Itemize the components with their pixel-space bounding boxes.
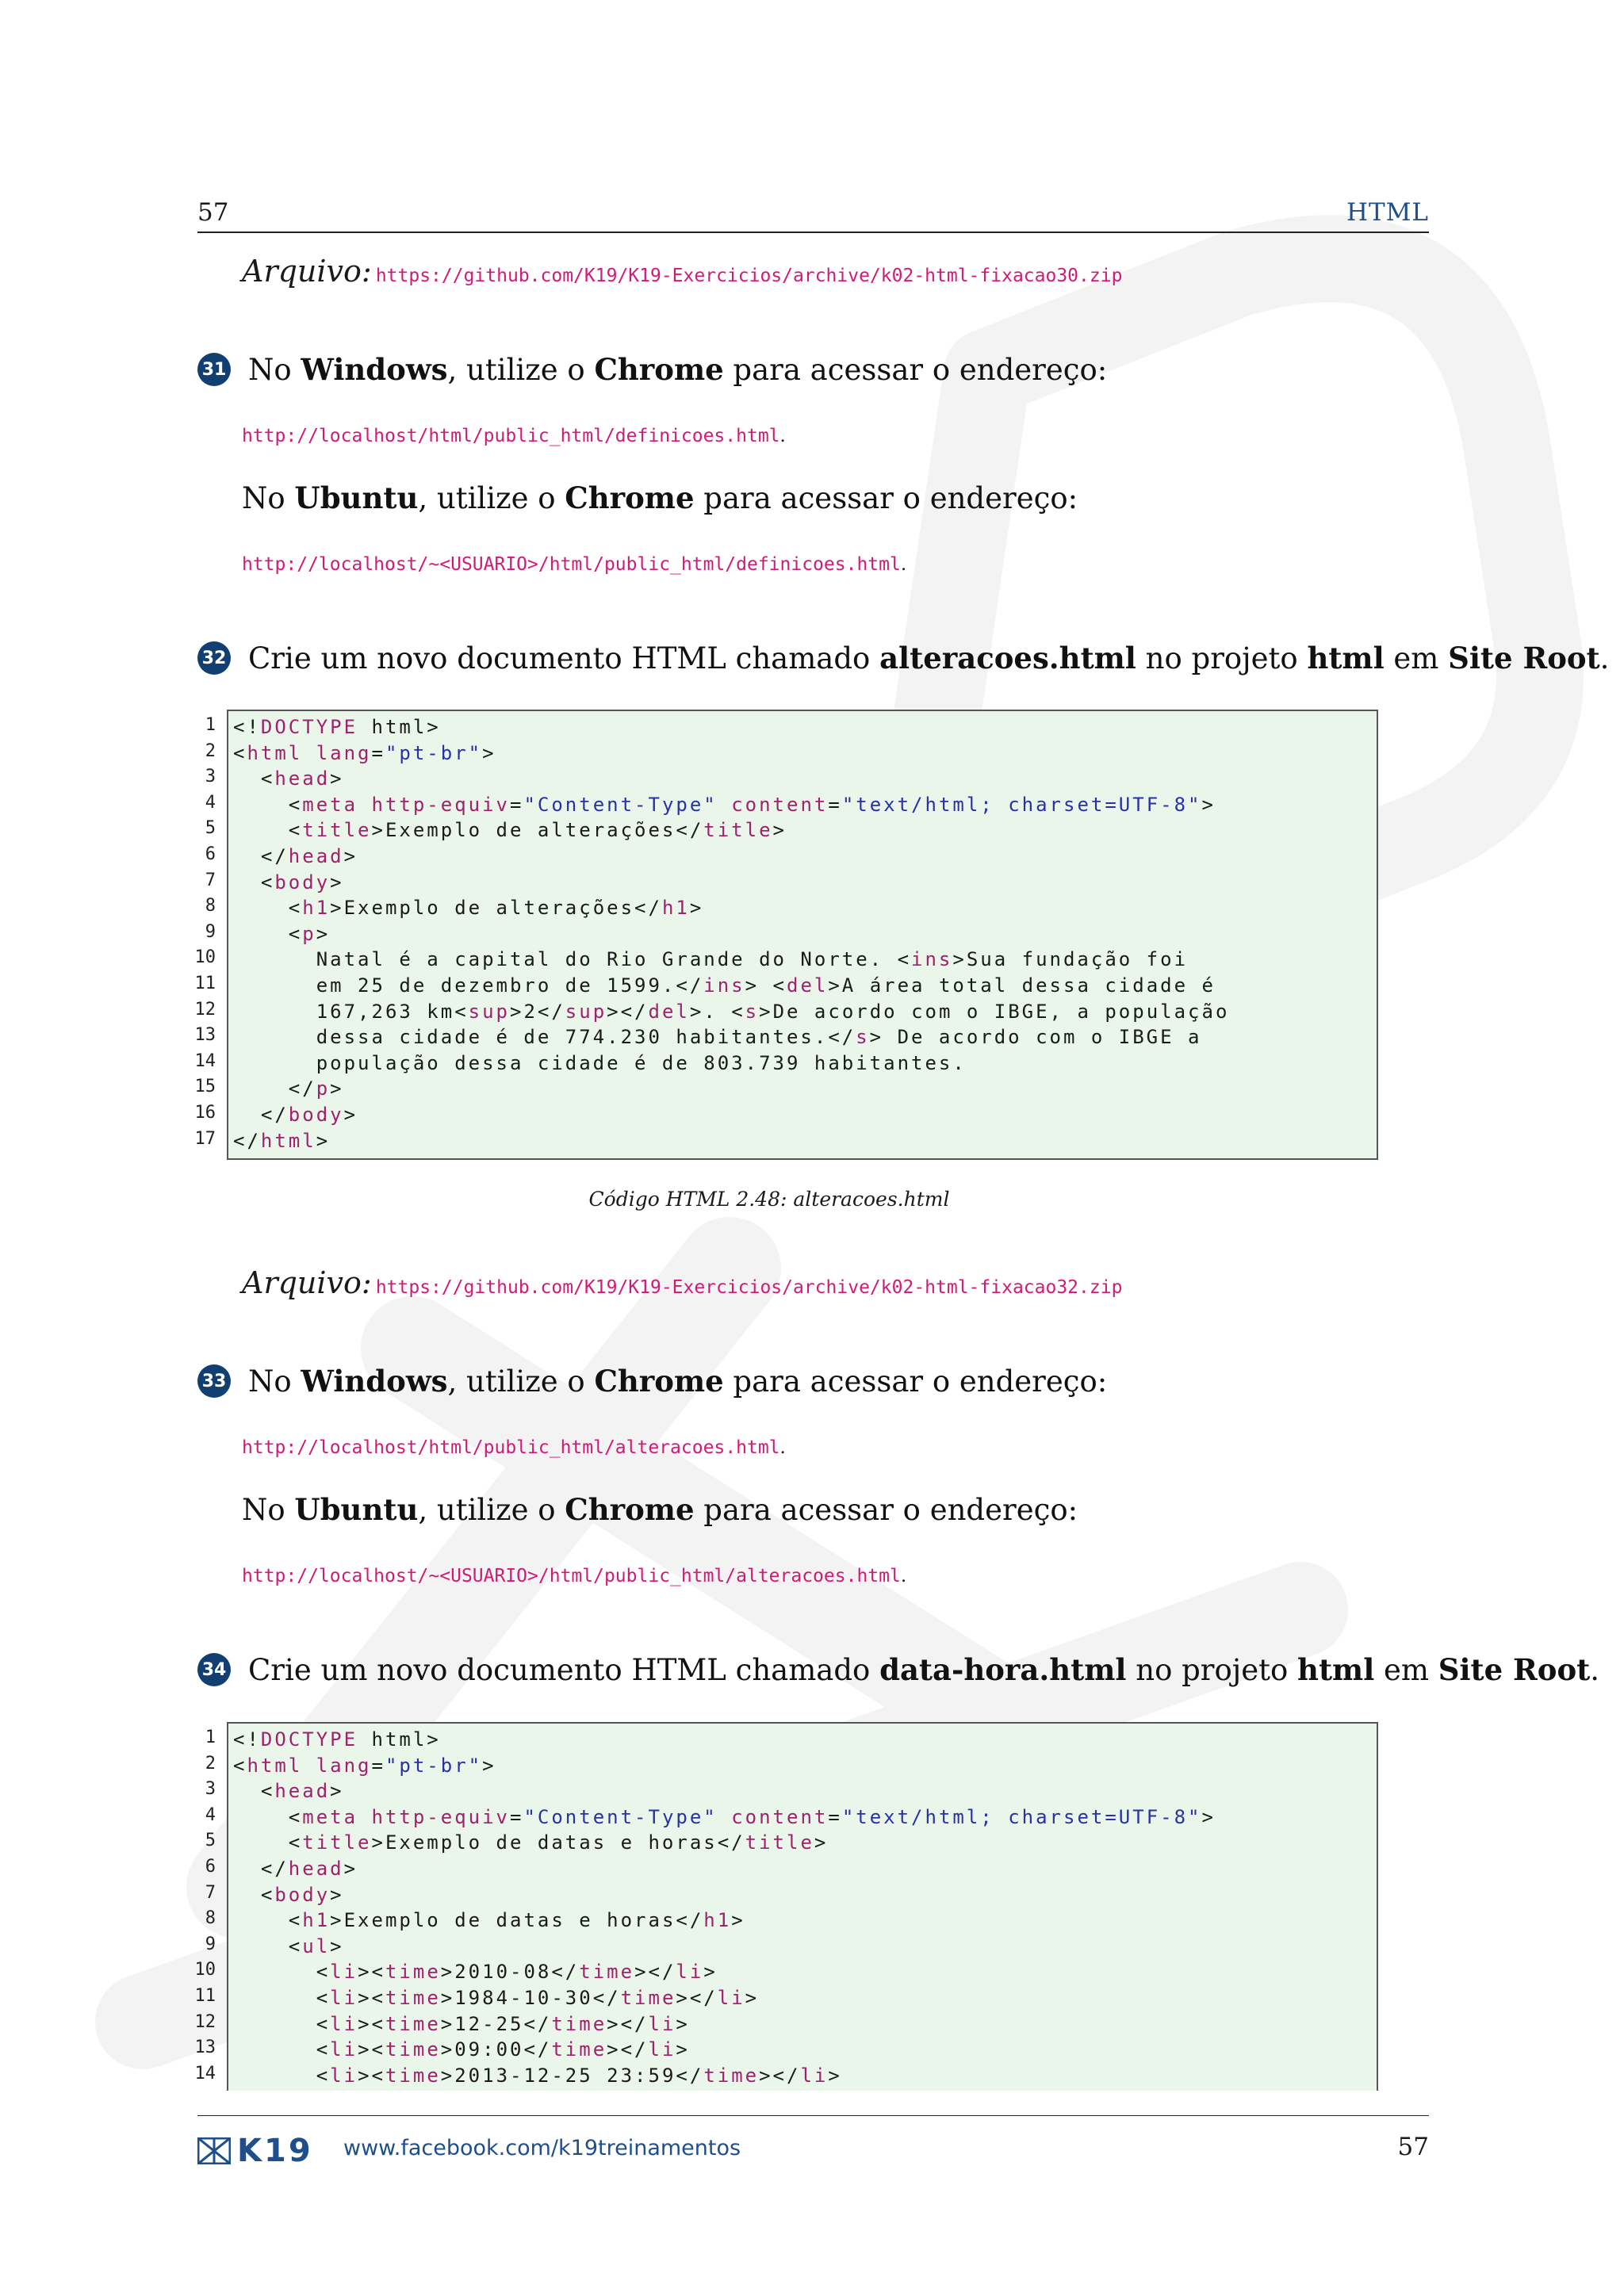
code-line: em 25 de dezembro de 1599.</ins> <del>A área total dessa cidade é — [233, 974, 1216, 997]
code-line: <html lang="pt-br"> — [233, 1754, 496, 1777]
line-number: 6 — [205, 1857, 216, 1877]
line-number: 3 — [205, 1779, 216, 1800]
footer-facebook-link[interactable]: www.facebook.com/k19treinamentos — [343, 2136, 741, 2160]
arquivo-line-30 — [242, 254, 1122, 289]
line-number: 2 — [205, 740, 216, 761]
code-line: <!DOCTYPE html> — [233, 716, 441, 738]
k19-logo-icon — [197, 2137, 231, 2164]
url-link[interactable]: http://localhost/html/public_html/alteracoes.html — [242, 1437, 780, 1458]
code-line: </p> — [233, 1077, 344, 1100]
code-line: <head> — [233, 1780, 344, 1803]
line-number: 8 — [205, 1908, 216, 1929]
line-number: 7 — [205, 1882, 216, 1903]
step-32 — [197, 641, 1609, 675]
code-line: <body> — [233, 871, 344, 894]
step-text: No Windows, utilize o Chrome para acessar o endereço: — [248, 352, 1108, 387]
line-number: 13 — [194, 2038, 216, 2058]
code-caption: Código HTML 2.48: alteracoes.html — [588, 1188, 950, 1211]
code-line: <title>Exemplo de alterações</title> — [233, 819, 787, 842]
line-number: 4 — [205, 792, 216, 813]
line-number: 1 — [205, 1728, 216, 1747]
footer-page-number: 57 — [1397, 2133, 1429, 2161]
arquivo-label: Arquivo: — [242, 1265, 372, 1300]
code-line: <li><time>12-25</time></li> — [233, 2012, 690, 2035]
step-number-badge: 32 — [197, 641, 231, 675]
ubuntu-instruction-31: No Ubuntu, utilize o Chrome para acessar o endereço: — [242, 480, 1078, 515]
code-line: <head> — [233, 767, 344, 790]
step-text: Crie um novo documento HTML chamado data-hora.html no projeto html em Site Root. — [248, 1652, 1600, 1687]
line-number: 2 — [205, 1753, 216, 1774]
code-line: Natal é a capital do Rio Grande do Norte. <ins>Sua fundação foi — [233, 948, 1189, 971]
footer-divider — [197, 2115, 1429, 2116]
line-number: 3 — [205, 767, 216, 787]
line-number: 14 — [194, 1050, 216, 1071]
line-number: 9 — [205, 1934, 216, 1954]
code-line: <html lang="pt-br"> — [233, 741, 496, 764]
line-number: 8 — [205, 896, 216, 916]
step-number-badge: 31 — [197, 353, 231, 386]
code-line: <!DOCTYPE html> — [233, 1728, 441, 1751]
line-number: 10 — [194, 947, 216, 968]
k19-logo-text: K19 — [237, 2133, 313, 2169]
line-number: 16 — [194, 1103, 216, 1123]
step-text: No Windows, utilize o Chrome para acessar o endereço: — [248, 1364, 1108, 1399]
line-number: 13 — [194, 1025, 216, 1046]
code-line: <h1>Exemplo de datas e horas</h1> — [233, 1909, 745, 1932]
step-number-badge: 34 — [197, 1653, 231, 1686]
arquivo-link-30[interactable]: https://github.com/K19/K19-Exercicios/archive/k02-html-fixacao30.zip — [375, 266, 1123, 286]
code-line: dessa cidade é de 774.230 habitantes.</s> De acordo com o IBGE a — [233, 1026, 1202, 1049]
arquivo-label: Arquivo: — [242, 254, 372, 289]
arquivo-line-32 — [242, 1265, 1122, 1300]
url-line-definicoes-ubuntu: http://localhost/~<USUARIO>/html/public_html/definicoes.html. — [242, 554, 907, 575]
ubuntu-instruction-33: No Ubuntu, utilize o Chrome para acessar o endereço: — [242, 1492, 1078, 1527]
code-line: </head> — [233, 845, 358, 867]
step-number-badge: 33 — [197, 1364, 231, 1398]
code-line: <body> — [233, 1883, 344, 1906]
line-number: 11 — [194, 1986, 216, 2006]
line-number: 10 — [194, 1960, 216, 1980]
header-divider — [197, 232, 1429, 233]
code-line: </head> — [233, 1858, 358, 1880]
line-number: 5 — [205, 1831, 216, 1851]
step-31 — [197, 352, 1107, 387]
step-33 — [197, 1364, 1107, 1399]
code-line: <title>Exemplo de datas e horas</title> — [233, 1831, 829, 1854]
line-number: 15 — [194, 1077, 216, 1097]
code-listing-alteracoes — [227, 710, 1378, 1160]
code-line: <h1>Exemplo de alterações</h1> — [233, 897, 704, 920]
code-line: <ul> — [233, 1934, 344, 1957]
url-line-alteracoes-windows: http://localhost/html/public_html/alteracoes.html. — [242, 1437, 786, 1458]
code-listing-data-hora — [227, 1722, 1378, 2091]
url-link[interactable]: http://localhost/~<USUARIO>/html/public_html/alteracoes.html — [242, 1566, 901, 1586]
line-number: 1 — [205, 715, 216, 735]
code-line: <meta http-equiv="Content-Type" content="text/html; charset=UTF-8"> — [233, 1805, 1216, 1828]
line-number: 17 — [194, 1128, 216, 1149]
line-number: 9 — [205, 921, 216, 942]
line-number: 11 — [194, 974, 216, 993]
code-line: <li><time>09:00</time></li> — [233, 2038, 690, 2061]
code-line: população dessa cidade é de 803.739 habitantes. — [233, 1051, 967, 1074]
code-line: </body> — [233, 1104, 358, 1126]
url-link[interactable]: http://localhost/html/public_html/definicoes.html — [242, 426, 780, 446]
line-number: 14 — [194, 2063, 216, 2084]
line-number: 4 — [205, 1804, 216, 1825]
code-line: <meta http-equiv="Content-Type" content="text/html; charset=UTF-8"> — [233, 793, 1216, 816]
arquivo-link-32[interactable]: https://github.com/K19/K19-Exercicios/archive/k02-html-fixacao32.zip — [375, 1277, 1123, 1298]
url-line-definicoes-windows: http://localhost/html/public_html/definicoes.html. — [242, 426, 786, 446]
line-number: 12 — [194, 2011, 216, 2032]
line-number: 7 — [205, 870, 216, 890]
code-line: <li><time>2013-12-25 23:59</time></li> — [233, 2064, 842, 2087]
footer-logo — [197, 2133, 313, 2169]
line-number: 12 — [194, 999, 216, 1020]
line-number: 5 — [205, 818, 216, 839]
url-link[interactable]: http://localhost/~<USUARIO>/html/public_html/definicoes.html — [242, 554, 901, 575]
code-line: <p> — [233, 922, 331, 945]
step-text: Crie um novo documento HTML chamado alteracoes.html no projeto html em Site Root. — [248, 641, 1610, 675]
code-line: 167,263 km<sup>2</sup></del>. <s>De acordo com o IBGE, a população — [233, 1000, 1230, 1023]
code-line: </html> — [233, 1129, 331, 1152]
header-chapter-title: HTML — [1346, 198, 1429, 227]
code-line: <li><time>2010-08</time></li> — [233, 1961, 718, 1984]
url-line-alteracoes-ubuntu: http://localhost/~<USUARIO>/html/public_html/alteracoes.html. — [242, 1566, 907, 1586]
header-page-number: 57 — [197, 198, 229, 227]
step-34 — [197, 1652, 1599, 1687]
line-number: 6 — [205, 844, 216, 864]
code-line: <li><time>1984-10-30</time></li> — [233, 1987, 760, 2009]
